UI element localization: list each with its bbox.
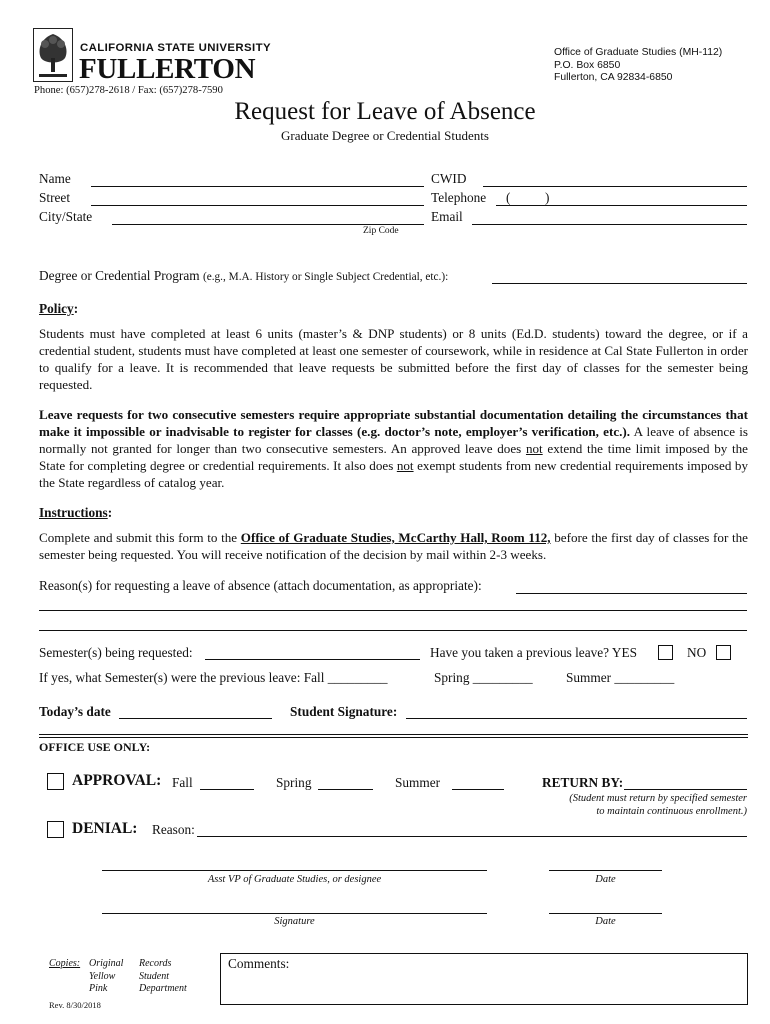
previous-leave-yes-checkbox[interactable] [658,645,673,660]
instructions-heading-text: Instructions [39,505,108,520]
previous-leave-no-label: NO [687,645,707,660]
instructions-heading-colon: : [107,505,113,520]
telephone-label: Telephone [431,190,487,205]
telephone-field[interactable] [496,205,747,206]
signature-date-caption: Date [595,916,616,927]
approval-fall-label: Fall [172,775,193,790]
signature-line[interactable] [102,913,487,914]
policy-paragraph-2-b: extend the time limit imposed by the State for completing degree or credential requirements. It also does [39,441,748,473]
policy-paragraph-1: Students must have completed at least 6 units (master’s & DNP students) or 8 units (Ed.D. students) toward the degree, or if a credential student, students must have completed at least one semester of coursework, while in residence at Cal State Fullerton in order to qualify for a leave. It is recommended that leave requests be submitted before the first day of classes for the semester being requested. [39,326,748,392]
email-label: Email [431,209,463,224]
copies-label: Copies: [49,958,81,969]
denial-checkbox[interactable] [47,821,64,838]
copies-records: Records [139,958,172,969]
cwid-field[interactable] [483,186,747,187]
asst-vp-signature-line[interactable] [102,870,487,871]
denial-reason-field[interactable] [197,836,747,837]
email-field[interactable] [472,224,747,225]
zip-code-label: Zip Code [363,226,399,236]
street-field[interactable] [91,205,424,206]
name-field[interactable] [91,186,424,187]
return-note-line1: (Student must return by specified semester [569,793,747,804]
phone-fax: Phone: (657)278-2618 / Fax: (657)278-7590 [34,85,223,96]
policy-not-2: not [396,458,414,473]
policy-heading [39,301,78,317]
policy-paragraph-2-c: exempt students from new credential requirements imposed by the State regardless of catalog year. [39,458,748,490]
policy-heading-text: Policy [39,301,74,316]
university-seal-icon [33,28,73,82]
return-note-line2: to maintain continuous enrollment.) [596,806,747,817]
semesters-field[interactable] [205,659,420,660]
policy-paragraph-2-a: A leave of absence is normally not granted for longer than two consecutive semesters. An approved leave does [39,424,748,456]
student-signature-field[interactable] [406,718,747,719]
name-label: Name [39,171,71,186]
revision-date: Rev. 8/30/2018 [49,1000,101,1010]
return-by-field[interactable] [624,789,747,790]
office-address-line1: Office of Graduate Studies (MH-112) [554,47,723,58]
degree-program-text: Degree or Credential Program [39,268,200,283]
approval-summer-label: Summer [395,775,441,790]
denial-reason-label: Reason: [152,822,195,837]
campus-name: FULLERTON [79,53,256,85]
office-use-heading: OFFICE USE ONLY: [39,740,151,754]
student-signature-label: Student Signature: [290,704,398,719]
instructions-text-a: Complete and submit this form to the [39,530,241,545]
copies-student: Student [139,971,169,982]
copies-original: Original [89,958,124,969]
reasons-field-3[interactable] [39,630,747,631]
comments-label: Comments: [228,956,290,971]
policy-not-1: not [525,441,543,456]
previous-semesters-fall: If yes, what Semester(s) were the previous leave: Fall _________ [39,670,388,685]
approval-label: APPROVAL: [72,772,162,789]
instructions-paragraph [39,529,748,563]
office-address-line3: Fullerton, CA 92834-6850 [554,72,673,83]
street-label: Street [39,190,71,205]
comments-box[interactable] [220,953,748,1005]
telephone-open-paren: ( [506,190,511,205]
office-divider [39,734,748,738]
semesters-label: Semester(s) being requested: [39,645,193,660]
copies-pink: Pink [89,983,108,994]
asst-vp-caption: Asst VP of Graduate Studies, or designee [207,874,382,885]
todays-date-label: Today’s date [39,704,111,719]
asst-vp-date-caption: Date [595,874,616,885]
approval-spring-label: Spring [276,775,312,790]
signature-caption: Signature [274,916,315,927]
previous-leave-label: Have you taken a previous leave? YES [430,645,638,660]
policy-paragraph-2 [39,406,748,491]
cwid-label: CWID [431,171,467,186]
approval-fall-field[interactable] [200,789,254,790]
instructions-heading [39,505,112,521]
page-title: Request for Leave of Absence [234,98,536,125]
instructions-text-b: before the first day of classes for the semester being requested. You will receive notification of the decision by mail within 2-3 weeks. [39,530,748,562]
denial-label: DENIAL: [72,820,138,837]
city-state-field[interactable] [112,224,424,225]
todays-date-field[interactable] [119,718,272,719]
previous-semesters-summer: Summer _________ [566,670,675,685]
degree-program-label [39,268,448,284]
signature-date-line[interactable] [549,913,662,914]
approval-summer-field[interactable] [452,789,504,790]
telephone-close-paren: ) [545,190,550,205]
policy-paragraph-2-bold: Leave requests for two consecutive semesters require appropriate substantial documentation detailing the circumstances that make it impossible or inadvisable to register for classes (e.g. doctor’s note, employer’s verification, etc.). [39,407,748,439]
return-by-label: RETURN BY: [542,775,624,790]
copies-department: Department [139,983,187,994]
office-address-line2: P.O. Box 6850 [554,60,621,71]
policy-heading-colon: : [73,301,79,316]
previous-semesters-spring: Spring _________ [434,670,533,685]
university-name: CALIFORNIA STATE UNIVERSITY [80,42,271,54]
degree-program-field[interactable] [492,283,747,284]
page-subtitle: Graduate Degree or Credential Students [281,128,489,143]
approval-spring-field[interactable] [318,789,373,790]
degree-program-hint: (e.g., M.A. History or Single Subject Credential, etc.): [202,271,449,283]
asst-vp-date-line[interactable] [549,870,662,871]
approval-checkbox[interactable] [47,773,64,790]
reasons-label: Reason(s) for requesting a leave of absence (attach documentation, as appropriate): [39,578,482,593]
copies-yellow: Yellow [89,971,116,982]
city-state-label: City/State [39,209,93,224]
reasons-field-1[interactable] [516,593,747,594]
instructions-office: Office of Graduate Studies, McCarthy Hall, Room 112, [240,530,551,545]
reasons-field-2[interactable] [39,610,747,611]
previous-leave-no-checkbox[interactable] [716,645,731,660]
